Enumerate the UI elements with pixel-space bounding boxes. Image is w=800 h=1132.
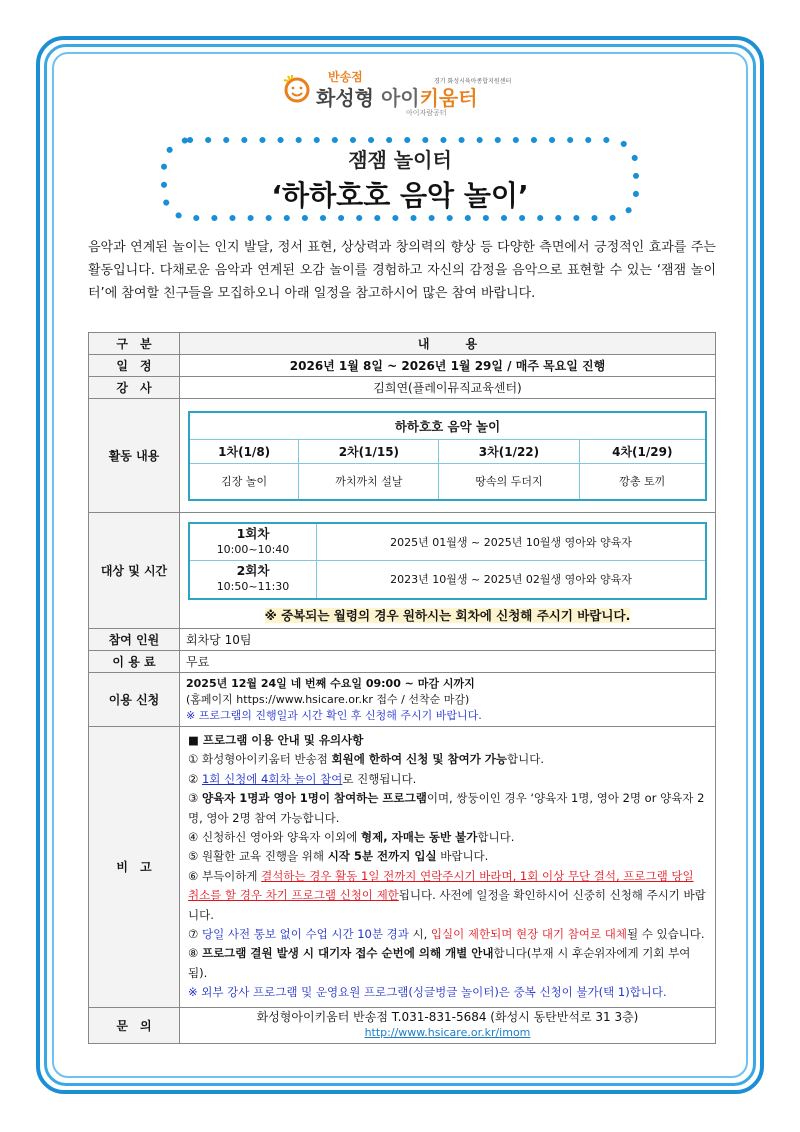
remark-5-a: ⑤ 원활한 교육 진행을 위해 <box>188 849 328 864</box>
activity-titles-row <box>189 464 706 500</box>
activity-title-3: 땅속의 두더지 <box>439 464 579 500</box>
target-table <box>188 522 707 600</box>
header-value: 내 용 <box>180 333 716 355</box>
remark-3-b: 양육자 1명과 영아 1명이 참여하는 프로그램 <box>201 791 427 806</box>
remark-7-a: ⑦ <box>188 927 202 942</box>
activity-header-row <box>189 412 706 440</box>
remark-4-b: 형제, 자매는 동반 불가 <box>361 830 478 845</box>
logo-wordmark-a: 화성형 <box>316 86 381 110</box>
intro-paragraph: 음악과 연계된 놀이는 인지 발달, 정서 표현, 상상력과 창의력의 향상 등 다양한 측면에서 긍정적인 효과를 주는 활동입니다. 다채로운 음악과 연계된 오감 놀이를 경험하고 자신의 감정을 음악으로 표현할 수 있는 ‘잼잼 놀이터’에 참여할 친구들을 모집하오니 아래 일정을 참고하시어 많은 참여 바랍니다. <box>88 240 716 301</box>
remark-4-c: 합니다. <box>477 830 515 845</box>
logo-org-label: 경기 화성시육아종합지원센터 <box>434 78 512 85</box>
apply-note: ※ 프로그램의 진행일과 시간 확인 후 신청해 주시기 바랍니다. <box>186 708 482 722</box>
remark-3-a: ③ <box>188 791 202 806</box>
info-table <box>88 332 716 1044</box>
target-note-wrap <box>188 606 707 624</box>
table-header-row <box>89 333 716 355</box>
remark-5-b: 시작 5분 전까지 입실 <box>327 849 437 864</box>
schedule-value: 2026년 1월 8일 ~ 2026년 1월 29일 / 매주 목요일 진행 <box>180 355 716 377</box>
remark-2-b: 1회 신청에 4회차 놀이 참여 <box>201 771 343 786</box>
session-2-name: 2회차 <box>236 563 270 579</box>
remark-2-a: ② <box>188 771 202 786</box>
instructor-label: 강 사 <box>89 377 180 399</box>
remark-8-c: 합니다(부재 시 후순위자에게 기회 부여됨). <box>188 946 691 980</box>
target-row <box>89 513 716 629</box>
session-2-time: 10:50~11:30 <box>216 580 290 594</box>
remarks-cell <box>180 727 716 1008</box>
session-2-cell <box>189 561 317 599</box>
remark-6-c: 됩니다. 사전에 일정을 확인하시어 신중히 신청해 주시기 바랍니다. <box>188 888 706 922</box>
logo-subtitle: 아이자람공터 <box>406 109 447 117</box>
activity-cell <box>180 399 716 513</box>
contact-link[interactable]: http://www.hsicare.or.kr/imom <box>364 1026 531 1040</box>
smile-logo-icon <box>282 74 312 104</box>
remark-8 <box>188 944 707 983</box>
logo-wordmark-c: 키움터 <box>419 86 478 110</box>
schedule-row <box>89 355 716 377</box>
activity-round-1: 1차(1/8) <box>189 440 299 464</box>
remark-2-c: 로 진행됩니다. <box>342 771 417 786</box>
session-1-name: 1회차 <box>236 525 270 541</box>
participants-label: 참여 인원 <box>89 629 180 651</box>
remark-7-e: 될 수 있습니다. <box>626 927 705 942</box>
remark-2 <box>188 770 707 789</box>
participants-row <box>89 629 716 651</box>
apply-method: (홈페이지 https://www.hsicare.or.kr 접수 / 선착순 마감) <box>186 692 470 706</box>
remark-1-a: ① 화성형아이키움터 반송점 <box>188 752 332 767</box>
remark-3-c: 이며, 쌍둥이인 경우 ‘양육자 1명, 영아 2명 or 양육자 2명, 영아 2명 참여 가능합니다. <box>188 791 705 825</box>
header-label: 구 분 <box>89 333 180 355</box>
fee-value: 무료 <box>180 651 716 673</box>
remark-6-b: 결석하는 경우 활동 1일 전까지 연락주시기 바라며, 1회 이상 무단 결석, 프로그램 당일 취소를 할 경우 차기 프로그램 신청이 제한 <box>188 868 694 903</box>
apply-date: 2025년 12월 24일 네 번째 수요일 09:00 ~ 마감 시까지 <box>186 676 475 690</box>
fee-row <box>89 651 716 673</box>
contact-row <box>89 1007 716 1043</box>
remark-7-b: 당일 사전 통보 없이 수업 시간 10분 경과 <box>201 927 409 942</box>
remark-6-a: ⑥ 부득이하게 <box>188 868 262 883</box>
target-row-1 <box>189 523 706 561</box>
remark-6 <box>188 867 707 925</box>
logo-wordmark <box>316 82 478 111</box>
activity-round-3: 3차(1/22) <box>439 440 579 464</box>
remark-7 <box>188 925 707 944</box>
title-box <box>160 134 640 222</box>
remark-5-c: 바랍니다. <box>436 849 489 864</box>
remark-9: ※ 외부 강사 프로그램 및 운영요원 프로그램(싱글벙글 놀이터)은 중복 신청이 불가(택 1)합니다. <box>188 985 667 1000</box>
remark-7-d: 입실이 제한되며 현장 대기 참여로 대체 <box>430 927 627 942</box>
target-note: ※ 중복되는 월령의 경우 원하시는 회차에 신청해 주시기 바랍니다. <box>264 607 631 623</box>
remark-8-a: ⑧ <box>188 946 202 961</box>
contact-label: 문 의 <box>89 1007 180 1043</box>
activity-title-1: 김장 놀이 <box>189 464 299 500</box>
session-2-target: 2023년 10월생 ~ 2025년 02월생 영아와 양육자 <box>317 561 707 599</box>
remarks-label: 비 고 <box>89 727 180 1008</box>
target-cell <box>180 513 716 629</box>
remark-1-c: 합니다. <box>507 752 545 767</box>
remark-1-b: 회원에 한하여 신청 및 참여가 가능 <box>331 752 508 767</box>
activity-rounds-row <box>189 440 706 464</box>
activity-title-2: 까치까치 설날 <box>299 464 439 500</box>
contact-info: 화성형아이키움터 반송점 T.031-831-5684 (화성시 동탄반석로 31 3층) <box>256 1010 639 1025</box>
target-row-2 <box>189 561 706 599</box>
remark-8-b: 프로그램 결원 발생 시 대기자 접수 순번에 의해 개별 안내 <box>201 946 494 961</box>
apply-row <box>89 673 716 727</box>
remark-5 <box>188 847 707 866</box>
logo-wordmark-b: 아이 <box>380 86 420 110</box>
activity-label: 활동 내용 <box>89 399 180 513</box>
remark-4 <box>188 828 707 847</box>
schedule-label: 일 정 <box>89 355 180 377</box>
fee-label: 이 용 료 <box>89 651 180 673</box>
logo-branch-label: 반송점 <box>328 70 363 84</box>
title-line-1: 잼잼 놀이터 <box>348 148 452 172</box>
participants-value: 회차당 10팀 <box>180 629 716 651</box>
remark-1 <box>188 750 707 769</box>
apply-cell <box>180 673 716 727</box>
activity-round-2: 2차(1/15) <box>299 440 439 464</box>
activity-round-4: 4차(1/29) <box>579 440 706 464</box>
instructor-row <box>89 377 716 399</box>
activity-row <box>89 399 716 513</box>
contact-cell <box>180 1007 716 1043</box>
session-1-cell <box>189 523 317 561</box>
activity-title-4: 깡총 토끼 <box>579 464 706 500</box>
apply-label: 이용 신청 <box>89 673 180 727</box>
remark-4-a: ④ 신청하신 영아와 양육자 이외에 <box>188 830 362 845</box>
session-1-time: 10:00~10:40 <box>216 542 290 556</box>
session-1-target: 2025년 01월생 ~ 2025년 10월생 영아와 양육자 <box>317 523 707 561</box>
target-label: 대상 및 시간 <box>89 513 180 629</box>
remarks-row <box>89 727 716 1008</box>
activity-header: 하하호호 음악 놀이 <box>189 412 706 440</box>
instructor-value: 김희연(플레이뮤직교육센터) <box>180 377 716 399</box>
logo <box>282 64 522 124</box>
remark-3 <box>188 789 707 828</box>
activity-table <box>188 411 707 501</box>
title-line-2: ‘하하호호 음악 놀이’ <box>271 179 529 212</box>
remark-7-c: 시, <box>408 927 431 942</box>
remarks-heading: ■ 프로그램 이용 안내 및 유의사항 <box>188 733 364 747</box>
